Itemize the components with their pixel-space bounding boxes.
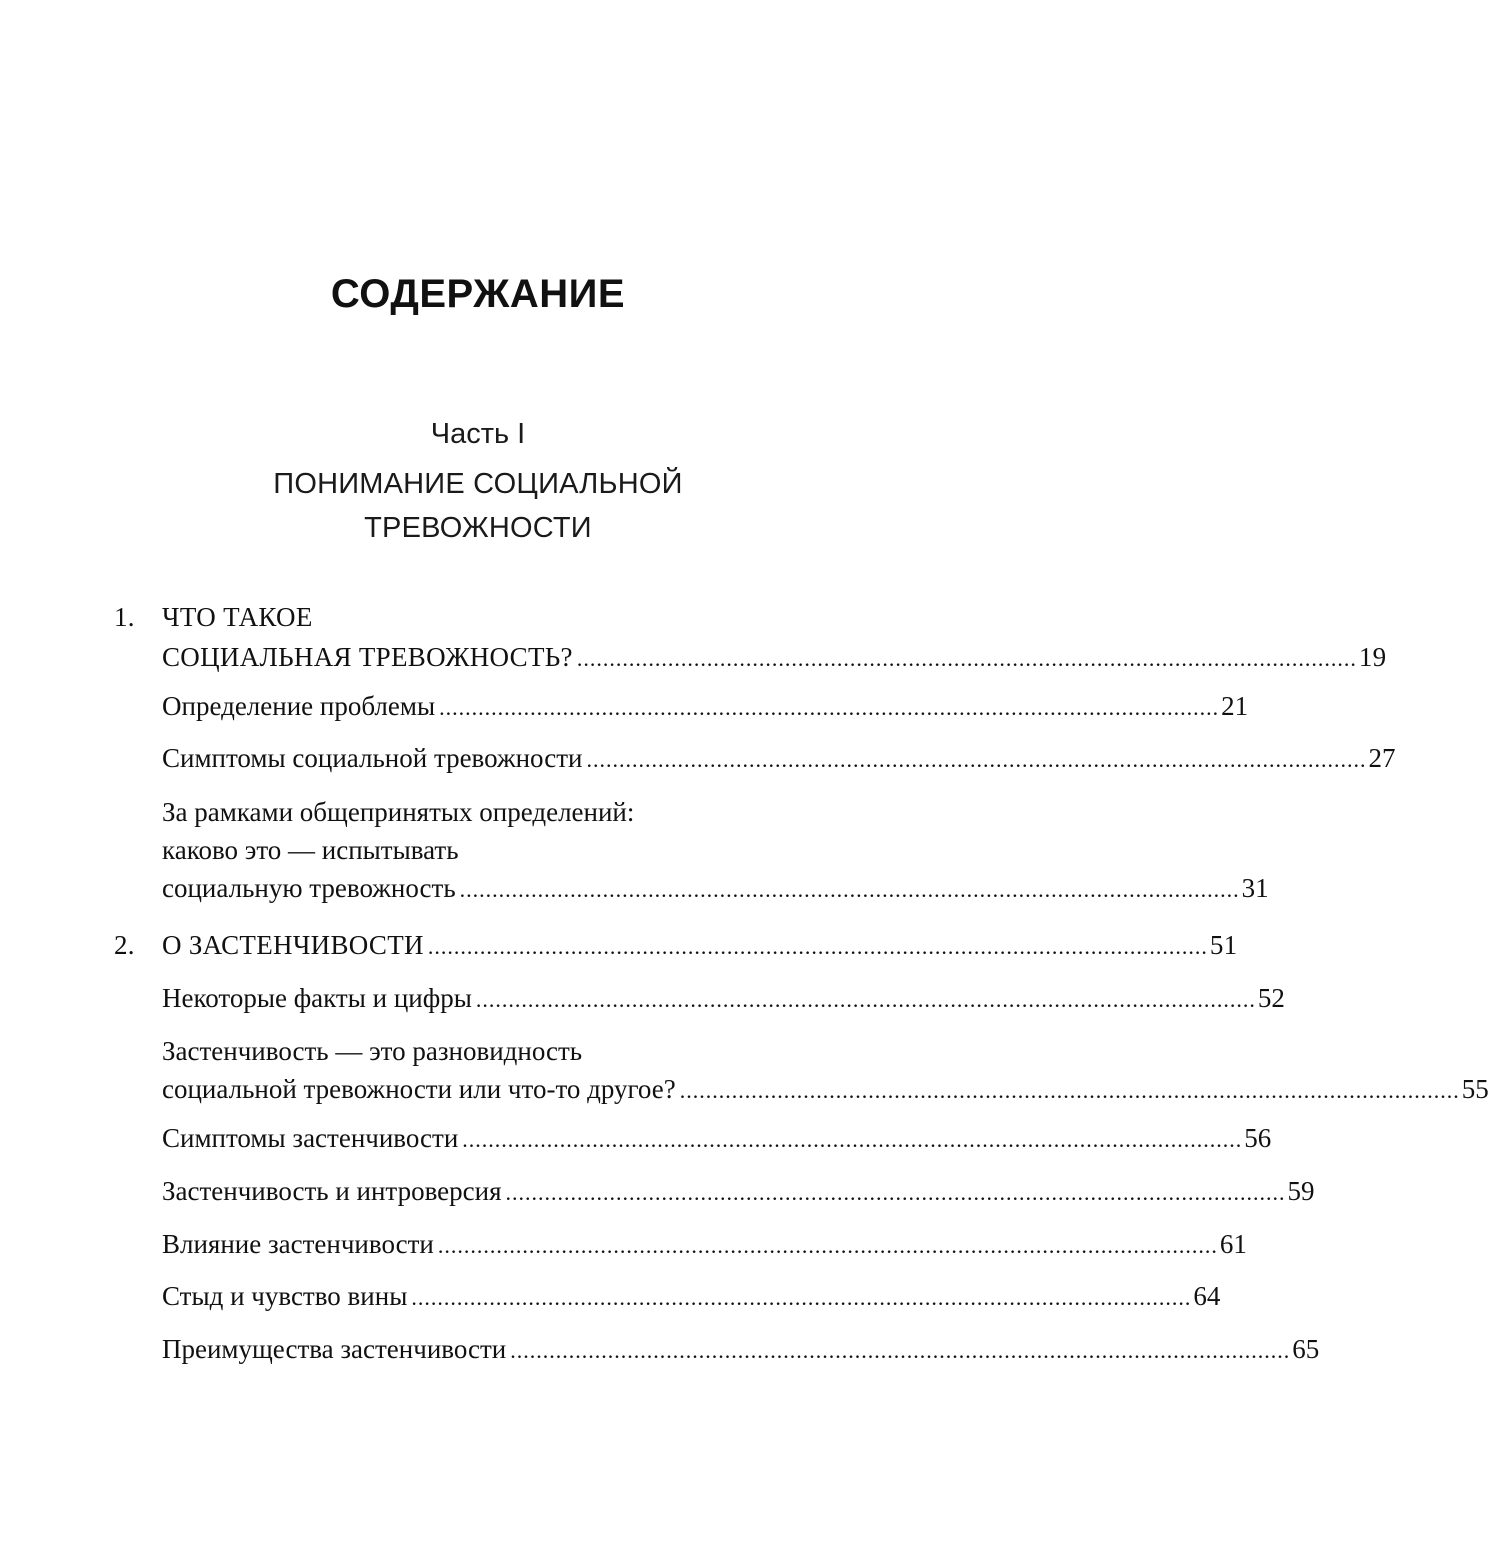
- toc-section[interactable]: [162, 1032, 1489, 1110]
- page-number: 64: [1193, 1281, 1221, 1311]
- page-number: 31: [1241, 873, 1269, 903]
- toc-chapter-2[interactable]: [114, 925, 1238, 967]
- dot-leader: ........................................................................................................................: [475, 987, 1256, 1012]
- toc-section[interactable]: [162, 1118, 1272, 1160]
- toc-section[interactable]: [162, 1224, 1247, 1266]
- page-number: 55: [1461, 1074, 1489, 1104]
- chapter-number: 1.: [114, 602, 135, 632]
- toc-chapter-1[interactable]: [114, 597, 1387, 679]
- dot-leader: ........................................................................................................................: [411, 1285, 1192, 1310]
- page-number: 51: [1209, 930, 1238, 960]
- toc-section[interactable]: [162, 1276, 1221, 1318]
- section-title-line3: социальную тревожность: [162, 873, 456, 903]
- page-number: 21: [1221, 691, 1249, 721]
- section-title-line1: Застенчивость — это разновидность: [162, 1036, 583, 1066]
- dot-leader: ........................................................................................................................: [586, 747, 1367, 772]
- dot-leader: ........................................................................................................................: [576, 646, 1357, 671]
- toc-section[interactable]: [162, 793, 1269, 909]
- part-title-line2: ТРЕВОЖНОСТИ: [364, 512, 592, 544]
- toc-section[interactable]: [162, 978, 1285, 1020]
- section-title: Стыд и чувство вины: [162, 1281, 408, 1311]
- chapter-number: 2.: [114, 930, 135, 960]
- page-number: 65: [1292, 1334, 1320, 1364]
- section-title: Некоторые факты и цифры: [162, 983, 472, 1013]
- section-title: Преимущества застенчивости: [162, 1334, 507, 1364]
- page-number: 61: [1219, 1229, 1247, 1259]
- section-title: Застенчивость и интроверсия: [162, 1176, 502, 1206]
- page-number: 27: [1368, 743, 1396, 773]
- page-number: 19: [1358, 642, 1387, 672]
- toc-section[interactable]: [162, 1329, 1320, 1371]
- chapter-title-line1: ЧТО ТАКОЕ: [162, 602, 313, 632]
- section-title-line2: социальной тревожности или что-то другое?: [162, 1074, 676, 1104]
- dot-leader: ........................................................................................................................: [510, 1338, 1291, 1363]
- section-title: Симптомы социальной тревожности: [162, 743, 583, 773]
- chapter-title: О ЗАСТЕНЧИВОСТИ: [162, 930, 424, 960]
- chapter-title-line2: СОЦИАЛЬНАЯ ТРЕВОЖНОСТЬ?: [162, 642, 573, 672]
- section-title: Влияние застенчивости: [162, 1229, 434, 1259]
- part-label: Часть I: [430, 418, 526, 450]
- section-title: Симптомы застенчивости: [162, 1123, 459, 1153]
- section-title-line1: За рамками общепринятых определений:: [162, 797, 635, 827]
- dot-leader: ........................................................................................................................: [439, 695, 1220, 720]
- dot-leader: ........................................................................................................................: [437, 1233, 1218, 1258]
- dot-leader: ........................................................................................................................: [679, 1078, 1460, 1103]
- dot-leader: ........................................................................................................................: [427, 934, 1208, 959]
- page-number: 52: [1257, 983, 1285, 1013]
- dot-leader: ........................................................................................................................: [505, 1180, 1286, 1205]
- page-number: 59: [1287, 1176, 1315, 1206]
- section-title: Определение проблемы: [162, 691, 436, 721]
- section-title-line2: каково это — испытывать: [162, 835, 459, 865]
- dot-leader: ........................................................................................................................: [462, 1127, 1243, 1152]
- page-number: 56: [1244, 1123, 1272, 1153]
- toc-section[interactable]: [162, 686, 1249, 728]
- toc-section[interactable]: [162, 738, 1396, 780]
- toc-section[interactable]: [162, 1171, 1315, 1213]
- page-title: СОДЕРЖАНИЕ: [330, 272, 626, 316]
- dot-leader: ........................................................................................................................: [459, 877, 1240, 902]
- part-title-line1: ПОНИМАНИЕ СОЦИАЛЬНОЙ: [273, 468, 683, 500]
